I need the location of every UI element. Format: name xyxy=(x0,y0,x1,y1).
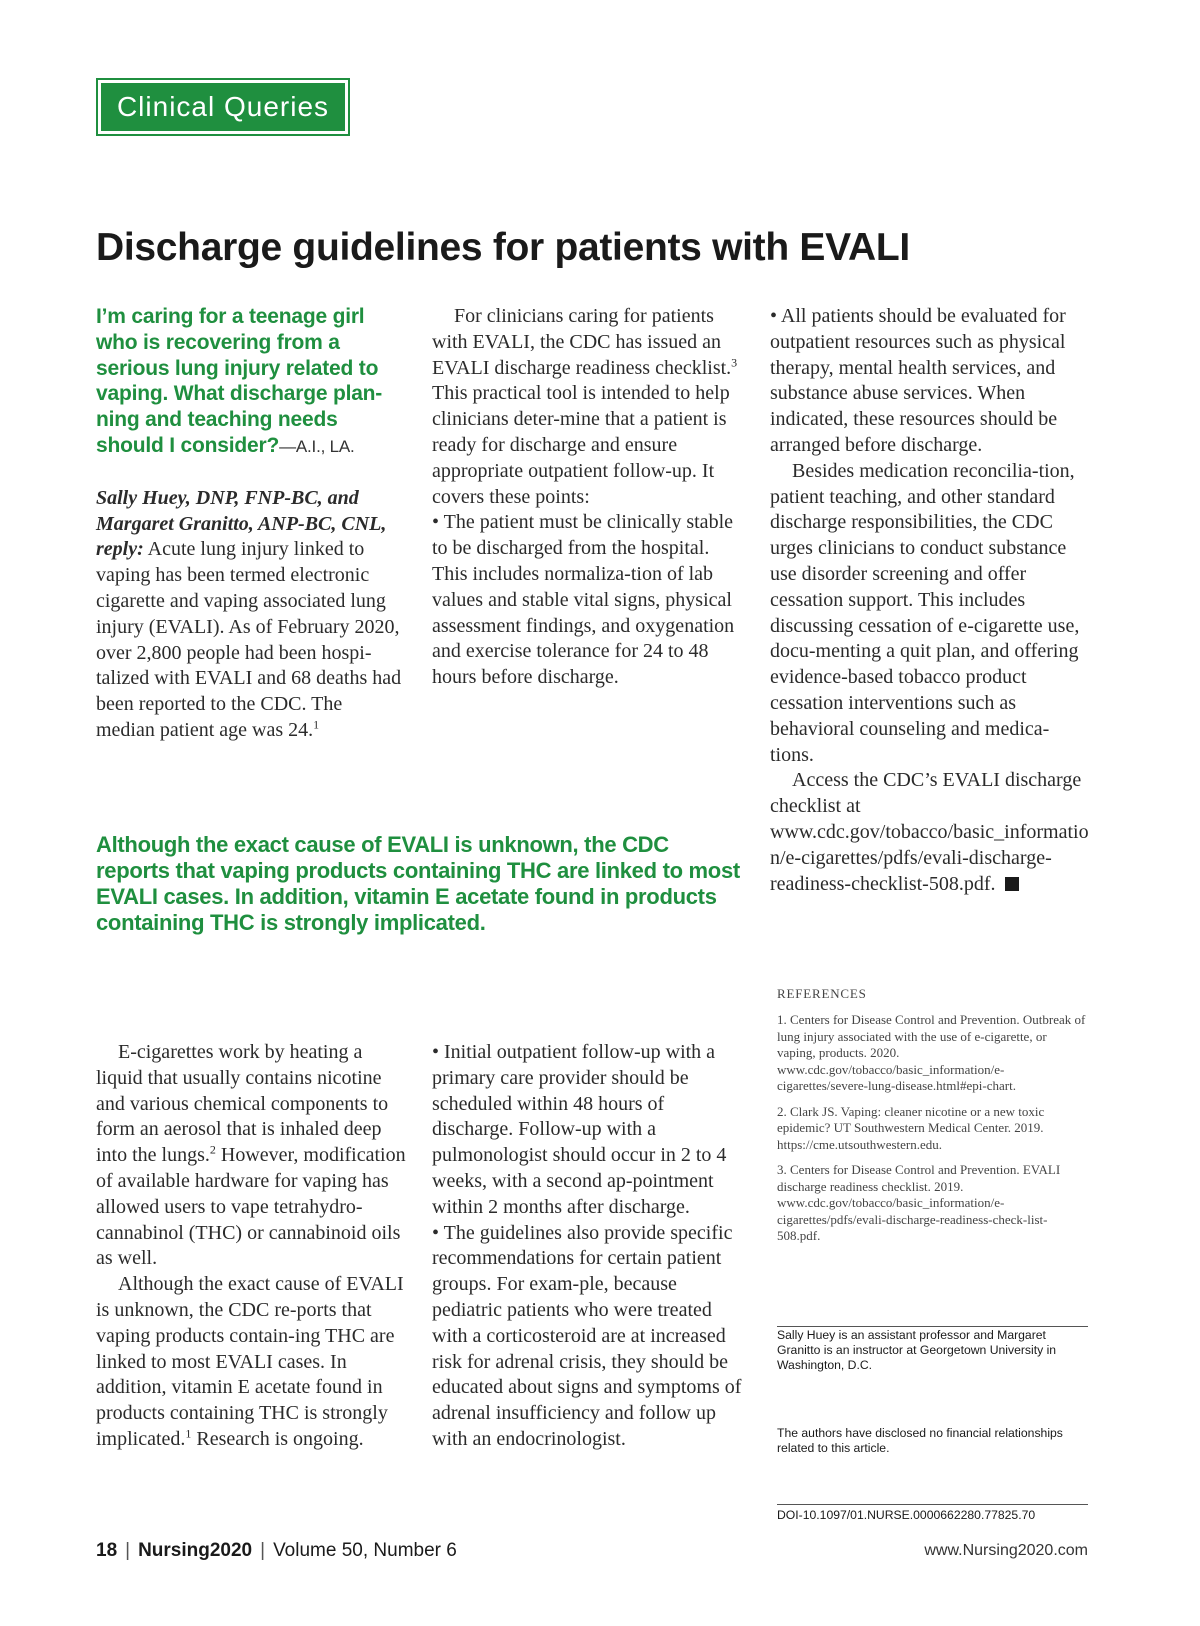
column-2-bottom xyxy=(432,1040,744,1453)
divider xyxy=(777,1326,1088,1327)
footer-url: www.Nursing2020.com xyxy=(924,1542,1088,1559)
end-of-article-mark xyxy=(1005,877,1019,891)
disclosure-note: The authors have disclosed no financial relationships related to this article. xyxy=(777,1426,1063,1455)
references-list xyxy=(777,1012,1087,1254)
reference-item: 1. Centers for Disease Control and Prevention. Outbreak of lung injury associated with the use of e-cigarette, or vaping, products. 2020. www.cdc.gov/tobacco/basic_information/e-cigarettes/severe-lung-disease.html#epi-chart. xyxy=(777,1012,1086,1093)
footer-separator: | xyxy=(125,1540,131,1561)
page-number: 18 xyxy=(96,1540,118,1561)
reply-paragraph xyxy=(96,486,406,744)
issue-info: Volume 50, Number 6 xyxy=(273,1540,457,1561)
column-2-top xyxy=(432,304,744,691)
cessation-paragraph: Besides medication reconcilia-tion, patient teaching, and other standard discharge responsibilities, the CDC urges clinicians to conduct substance use disorder screening and offer cessation support. This includes discussing cessation of e-cigarette use, docu-menting a quit plan, and offering evidence-based tobacco product cessation interventions such as behavioral counseling and medica-tions. xyxy=(770,459,1080,766)
checklist-intro-rest: This practical tool is intended to help clinicians deter-mine that a patient is ready for discharge and ensure appropriate outpatient follow-up. It covers these points: xyxy=(432,382,730,508)
footer-separator: | xyxy=(260,1540,266,1561)
reference-marker: 1 xyxy=(185,1426,192,1441)
checklist-access-paragraph xyxy=(770,768,1090,897)
bullet-clinically-stable: • The patient must be clinically stable to be discharged from the hospital. This includes normaliza-tion of lab values and stable vital signs, physical assessment findings, and oxygenation and exercise tolerance for 24 to 48 hours before discharge. xyxy=(432,511,735,689)
column-1-top xyxy=(96,304,406,744)
reply-label: reply: xyxy=(96,538,144,561)
doi: DOI-10.1097/01.NURSE.0000662280.77825.70 xyxy=(777,1508,1036,1522)
ecigarette-text-rest: However, modification of available hardware for vaping has allowed users to vape tetrahydro-cannabinol (THC) or cannabinoid oils as well. xyxy=(96,1144,406,1270)
checklist-intro xyxy=(432,304,744,510)
question-byline: —A.I., LA. xyxy=(279,436,355,456)
ecigarette-paragraph xyxy=(96,1040,408,1272)
checklist-intro-text: For clinicians caring for patients with EVALI, the CDC has issued an EVALI discharge readiness checklist. xyxy=(432,305,732,379)
reply-authors: Sally Huey, DNP, FNP-BC, and Margaret Granitto, ANP-BC, CNL, xyxy=(96,486,387,535)
reference-item: 2. Clark JS. Vaping: cleaner nicotine or a new toxic epidemic? UT Southwestern Medical Center. 2019. https://cme.utsouthwestern.edu. xyxy=(777,1103,1045,1152)
reference-marker: 3 xyxy=(731,354,738,369)
references-heading: REFERENCES xyxy=(777,986,867,1001)
reply-text: Acute lung injury linked to vaping has been termed electronic cigarette and vaping associated lung injury (EVALI). As of February 2020, over 2,800 people had been hospi-talized with EVALI and 68 deaths had been reported to the CDC. The median patient age was 24. xyxy=(96,538,402,741)
article-title: Discharge guidelines for patients with EVALI xyxy=(96,226,910,269)
reference-marker: 1 xyxy=(313,717,320,732)
page-footer xyxy=(96,1540,457,1562)
bullet-patient-groups: • The guidelines also provide specific recommendations for certain patient groups. For exam-ple, because pediatric patients who were treated with a corticosteroid are at increased risk for adrenal crisis, they should be educated about signs and symptoms of adrenal insufficiency and follow up with an endocrinologist. xyxy=(432,1221,742,1450)
section-badge-label: Clinical Queries xyxy=(101,83,345,131)
reader-question xyxy=(96,304,406,460)
cause-text: Although the exact cause of EVALI is unknown, the CDC re-ports that vaping products contain-ing THC are linked to most EVALI cases. In addition, vitamin E acetate found in products containing THC is strongly implicated. xyxy=(96,1273,404,1450)
section-badge xyxy=(96,78,350,136)
divider xyxy=(777,1504,1088,1505)
cause-paragraph xyxy=(96,1272,408,1453)
author-note: Sally Huey is an assistant professor and Margaret Granitto is an instructor at Georgetown University in Washington, D.C. xyxy=(777,1328,1057,1372)
bullet-outpatient-resources: • All patients should be evaluated for outpatient resources such as physical therapy, mental health services, and substance abuse services. When indicated, these resources should be arranged before discharge. xyxy=(770,305,1066,456)
reference-marker: 2 xyxy=(209,1142,216,1157)
checklist-link-text: Access the CDC’s EVALI discharge checklist at www.cdc.gov/tobacco/basic_information/e-cigarettes/pdfs/evali-discharge-readiness-checklist-508.pdf. xyxy=(770,769,1089,895)
cause-text-rest: Research is ongoing. xyxy=(191,1427,364,1450)
column-3-top xyxy=(770,304,1090,897)
bullet-follow-up: • Initial outpatient follow-up with a primary care provider should be scheduled within 48 hours of discharge. Follow-up with a pulmonologist should occur in 2 to 4 weeks, with a second ap-pointment within 2 months after discharge. xyxy=(432,1041,727,1218)
magazine-name: Nursing2020 xyxy=(138,1540,253,1561)
column-1-bottom xyxy=(96,1040,408,1453)
reference-item: 3. Centers for Disease Control and Prevention. EVALI discharge readiness checklist. 2019. www.cdc.gov/tobacco/basic_information/e-cigarettes/pdfs/evali-discharge-readiness-check-list-508.pdf. xyxy=(777,1162,1061,1243)
ecigarette-text: E-cigarettes work by heating a liquid that usually contains nicotine and various chemical components to form an aerosol that is inhaled deep into the lungs. xyxy=(96,1041,389,1167)
pull-quote: Although the exact cause of EVALI is unknown, the CDC reports that vaping products containing THC are linked to most EVALI cases. In addition, vitamin E acetate found in products containing THC is strongly implicated. xyxy=(96,832,740,935)
question-text: I’m caring for a teenage girl who is recovering from a serious lung injury related to vaping. What discharge plan-ning and teaching needs should I consider? xyxy=(96,305,383,457)
